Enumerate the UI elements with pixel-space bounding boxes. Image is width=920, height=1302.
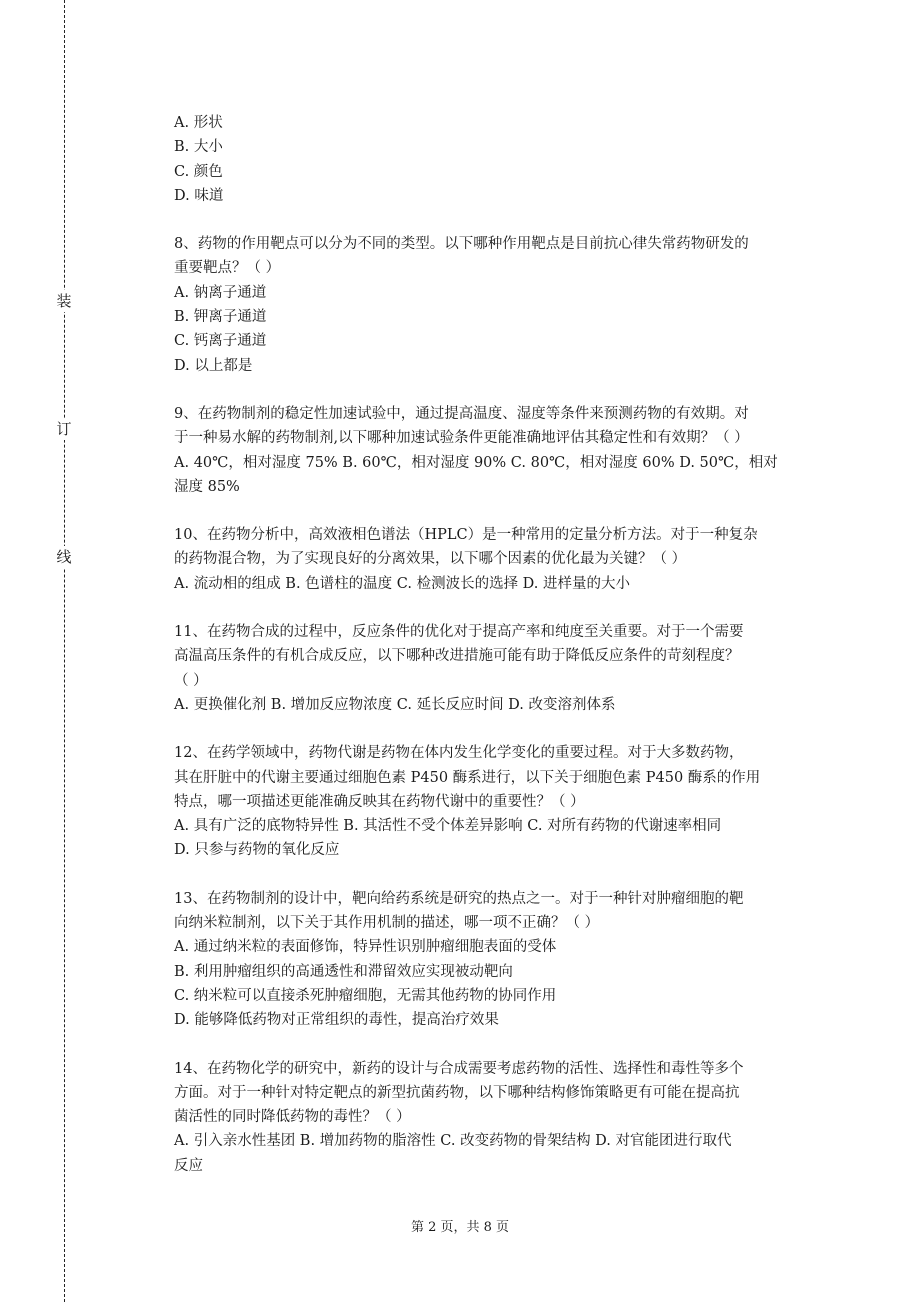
question-stem-line: 菌活性的同时降低药物的毒性？（ ） <box>174 1109 411 1126</box>
question-stem-line: 其在肝脏中的代谢主要通过细胞色素 P450 酶系进行，以下关于细胞色素 P450 酶系的作用 <box>174 769 761 786</box>
binding-char-zhuang: 装 <box>56 292 72 310</box>
binding-char-ding: 订 <box>56 420 72 438</box>
question-stem-line: 的药物混合物，为了实现良好的分离效果，以下哪个因素的优化最为关键？（ ） <box>174 551 687 568</box>
question-14 <box>174 1057 824 1178</box>
options-line: A. 40℃，相对湿度 75% B. 60℃，相对湿度 90% C. 80℃，相对湿度 60% D. 50℃，相对 <box>174 454 778 471</box>
options-line: 湿度 85% <box>174 478 240 495</box>
page-number: 第 2 页，共 8 页 <box>410 1220 510 1235</box>
option-d: D. 以上都是 <box>174 357 253 374</box>
question-stem-line: 12、在药学领域中，药物代谢是药物在体内发生化学变化的重要过程。对于大多数药物， <box>174 745 744 762</box>
question-stem-line: 重要靶点？（ ） <box>174 260 281 277</box>
option-c: C. 颜色 <box>174 163 223 180</box>
question-stem-line: 高温高压条件的有机合成反应，以下哪种改进措施可能有助于降低反应条件的苛刻程度？ <box>174 648 740 665</box>
question-stem-line: 13、在药物制剂的设计中，靶向给药系统是研究的热点之一。对于一种针对肿瘤细胞的靶 <box>174 890 744 907</box>
exam-content <box>174 111 824 1202</box>
options-line: D. 只参与药物的氧化反应 <box>174 842 340 859</box>
option-d: D. 能够降低药物对正常组织的毒性，提高治疗效果 <box>174 1012 499 1029</box>
option-d: D. 味道 <box>174 187 224 204</box>
options-line: A. 引入亲水性基团 B. 增加药物的脂溶性 C. 改变药物的骨架结构 D. 对官能团进行取代 <box>174 1133 732 1150</box>
options-line: A. 更换催化剂 B. 增加反应物浓度 C. 延长反应时间 D. 改变溶剂体系 <box>174 696 616 713</box>
option-c: C. 纳米粒可以直接杀死肿瘤细胞，无需其他药物的协同作用 <box>174 987 557 1004</box>
options-line: A. 流动相的组成 B. 色谱柱的温度 C. 检测波长的选择 D. 进样量的大小 <box>174 575 631 592</box>
question-stem-line: 14、在药物化学的研究中，新药的设计与合成需要考虑药物的活性、选择性和毒性等多个 <box>174 1060 744 1077</box>
question-stem-line: 9、在药物制剂的稳定性加速试验中，通过提高温度、湿度等条件来预测药物的有效期。对 <box>174 405 749 422</box>
question-8 <box>174 232 824 378</box>
question-stem-line: 10、在药物分析中，高效液相色谱法（HPLC）是一种常用的定量分析方法。对于一种复杂 <box>174 527 758 544</box>
option-b: B. 钾离子通道 <box>174 309 267 326</box>
question-stem-line: 11、在药物合成的过程中，反应条件的优化对于提高产率和纯度至关重要。对于一个需要 <box>174 624 744 641</box>
question-7 <box>174 111 824 208</box>
question-stem-line: 向纳米粒制剂，以下关于其作用机制的描述，哪一项不正确？（ ） <box>174 915 600 932</box>
option-a: A. 通过纳米粒的表面修饰，特异性识别肿瘤细胞表面的受体 <box>174 939 557 956</box>
question-stem-line: 于一种易水解的药物制剂,以下哪种加速试验条件更能准确地评估其稳定性和有效期？（ ） <box>174 430 749 447</box>
question-12 <box>174 741 824 862</box>
options-line: A. 具有广泛的底物特异性 B. 其活性不受个体差异影响 C. 对所有药物的代谢速率相同 <box>174 818 722 835</box>
option-b: B. 大小 <box>174 139 223 156</box>
option-a: A. 钠离子通道 <box>174 284 267 301</box>
question-13 <box>174 887 824 1033</box>
binding-dashed-line <box>64 0 65 1302</box>
question-stem-line: 特点，哪一项描述更能准确反映其在药物代谢中的重要性？（ ） <box>174 793 585 810</box>
question-10 <box>174 523 824 596</box>
question-stem-line: （ ） <box>174 672 208 689</box>
question-11 <box>174 620 824 717</box>
option-b: B. 利用肿瘤组织的高通透性和滞留效应实现被动靶向 <box>174 963 513 980</box>
question-stem-line: 8、药物的作用靶点可以分为不同的类型。以下哪种作用靶点是目前抗心律失常药物研发的 <box>174 236 749 253</box>
options-line: 反应 <box>174 1157 203 1174</box>
question-stem-line: 方面。对于一种针对特定靶点的新型抗菌药物，以下哪种结构修饰策略更有可能在提高抗 <box>174 1084 740 1101</box>
option-c: C. 钙离子通道 <box>174 333 267 350</box>
binding-char-xian: 线 <box>56 548 72 566</box>
option-a: A. 形状 <box>174 115 223 131</box>
question-9 <box>174 402 824 499</box>
